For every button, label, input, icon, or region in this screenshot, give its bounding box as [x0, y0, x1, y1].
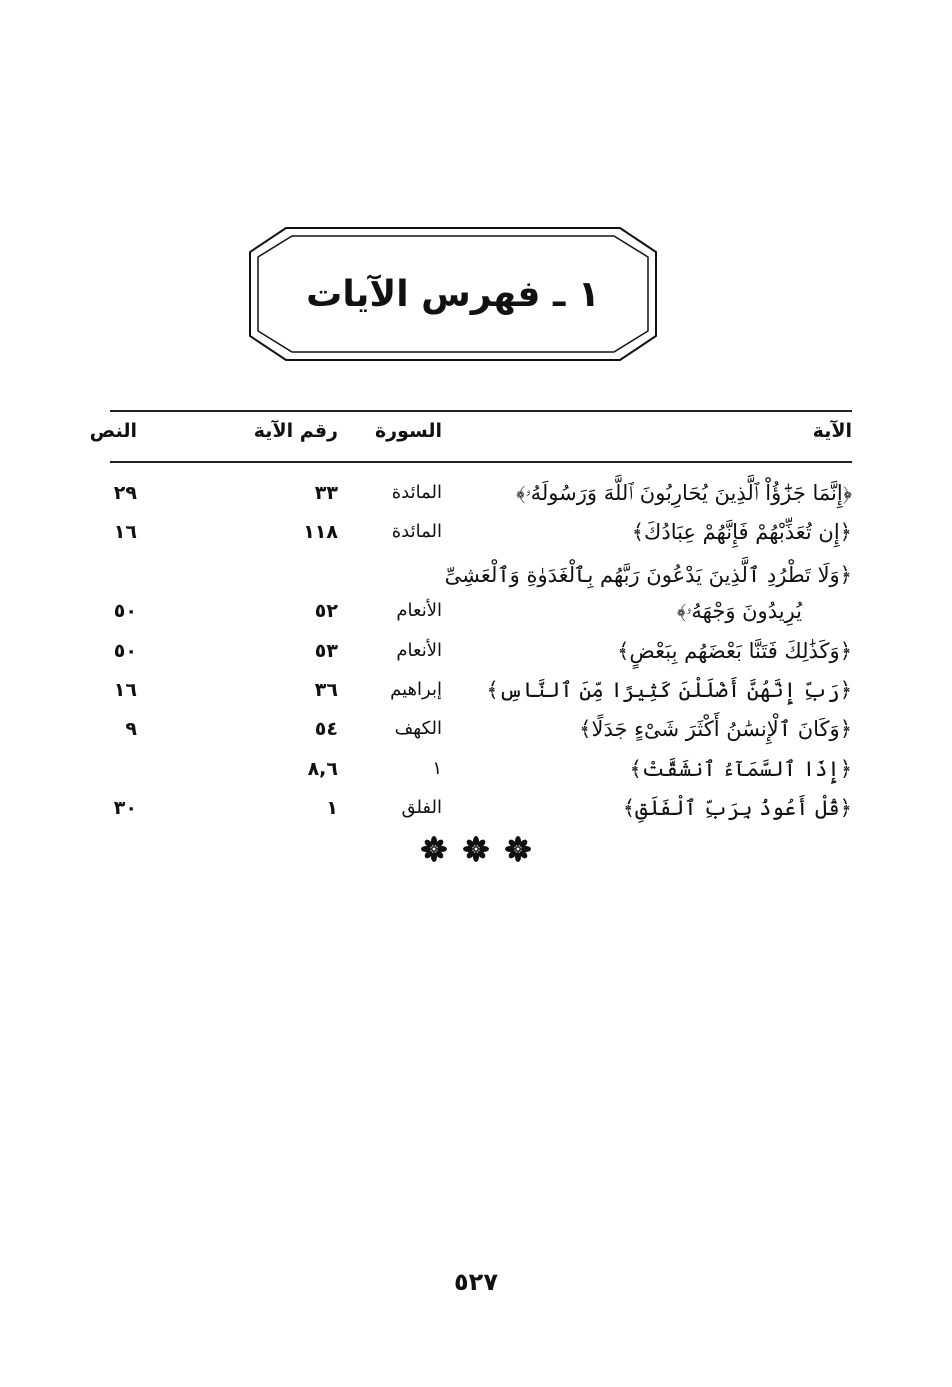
- surah-name: المائدة: [391, 521, 442, 542]
- header-ayah: الآية: [812, 420, 852, 442]
- ayah-number: ٨,٦: [307, 758, 338, 780]
- ayah-text: ﴿إِذَا ٱلسَّمَآءُ ٱنشَقَّتْ﴾: [629, 757, 852, 781]
- flower-ornament-icon: [462, 835, 490, 863]
- ayah-number: ٣٦: [314, 679, 338, 701]
- ayah-number: ٥٢: [314, 600, 338, 622]
- flower-ornament-icon: [504, 835, 532, 863]
- text-number: ١٦: [113, 679, 137, 701]
- table-row: [0, 556, 952, 594]
- surah-name: الكهف: [394, 718, 442, 739]
- table-header-rule: [110, 461, 852, 463]
- surah-name: الأنعام: [396, 600, 442, 621]
- ayah-text: ﴿قُلْ أَعُوذُ بِرَبِّ ٱلْفَلَقِ﴾: [622, 796, 852, 820]
- ayah-text: ﴿إِنَّمَا جَزَٰٓؤُاْ ٱلَّذِينَ يُحَارِبُونَ ٱللَّهَ وَرَسُولَهُۥ﴾: [516, 481, 852, 505]
- text-number: ٢٩: [113, 482, 137, 504]
- table-row: [0, 474, 952, 512]
- table-row: [0, 750, 952, 788]
- header-surah: السورة: [374, 420, 442, 442]
- text-number: ١٦: [113, 521, 137, 543]
- ayah-text: ﴿وَلَا تَطْرُدِ ٱلَّذِينَ يَدْعُونَ رَبَّهُم بِٱلْغَدَوٰةِ وَٱلْعَشِىِّ: [444, 563, 852, 587]
- text-number: ٥٠: [113, 600, 137, 622]
- table-row: [0, 632, 952, 670]
- ayah-number: ١١٨: [303, 521, 338, 543]
- surah-name: الفلق: [401, 797, 442, 818]
- ayah-text: ﴿إِن تُعَذِّبْهُمْ فَإِنَّهُمْ عِبَادُكَ﴾: [631, 520, 852, 544]
- page-number: ٥٢٧: [454, 1268, 498, 1296]
- header-text: النص: [89, 420, 137, 442]
- ayah-text-continuation: يُرِيدُونَ وَجْهَهُۥ﴾: [676, 599, 802, 623]
- ayah-number: ٥٤: [314, 718, 338, 740]
- header-ayah-number: رقم الآية: [253, 420, 338, 442]
- table-row: [0, 513, 952, 551]
- table-top-rule: [110, 410, 852, 412]
- surah-name: الأنعام: [396, 640, 442, 661]
- table-row: [0, 671, 952, 709]
- flower-ornament-icon: [420, 835, 448, 863]
- section-end-ornament: [420, 835, 532, 863]
- ayah-text: ﴿رَبِّ إِنَّهُنَّ أَضْلَلْنَ كَثِيرًا مِّنَ ٱلنَّاسِ﴾: [486, 678, 852, 702]
- table-row: [0, 710, 952, 748]
- ayah-text: ﴿وَكَانَ ٱلْإِنسَٰنُ أَكْثَرَ شَىْءٍ جَدَلًا﴾: [579, 717, 852, 741]
- ayah-number: ٣٣: [314, 482, 338, 504]
- surah-name: ١: [432, 758, 442, 779]
- surah-name: إبراهيم: [390, 679, 442, 700]
- text-number: ٥٠: [113, 640, 137, 662]
- text-number: ٣٠: [113, 797, 137, 819]
- table-row: [0, 789, 952, 827]
- ayah-number: ١: [326, 797, 338, 819]
- title-frame: [248, 226, 658, 362]
- text-number: ٩: [125, 718, 137, 740]
- page-title: ١ ـ فهرس الآيات: [306, 273, 600, 315]
- surah-name: المائدة: [391, 482, 442, 503]
- table-row: [0, 592, 952, 630]
- ayah-number: ٥٣: [314, 640, 338, 662]
- ayah-text: ﴿وَكَذَٰلِكَ فَتَنَّا بَعْضَهُم بِبَعْضٍ﴾: [617, 639, 852, 663]
